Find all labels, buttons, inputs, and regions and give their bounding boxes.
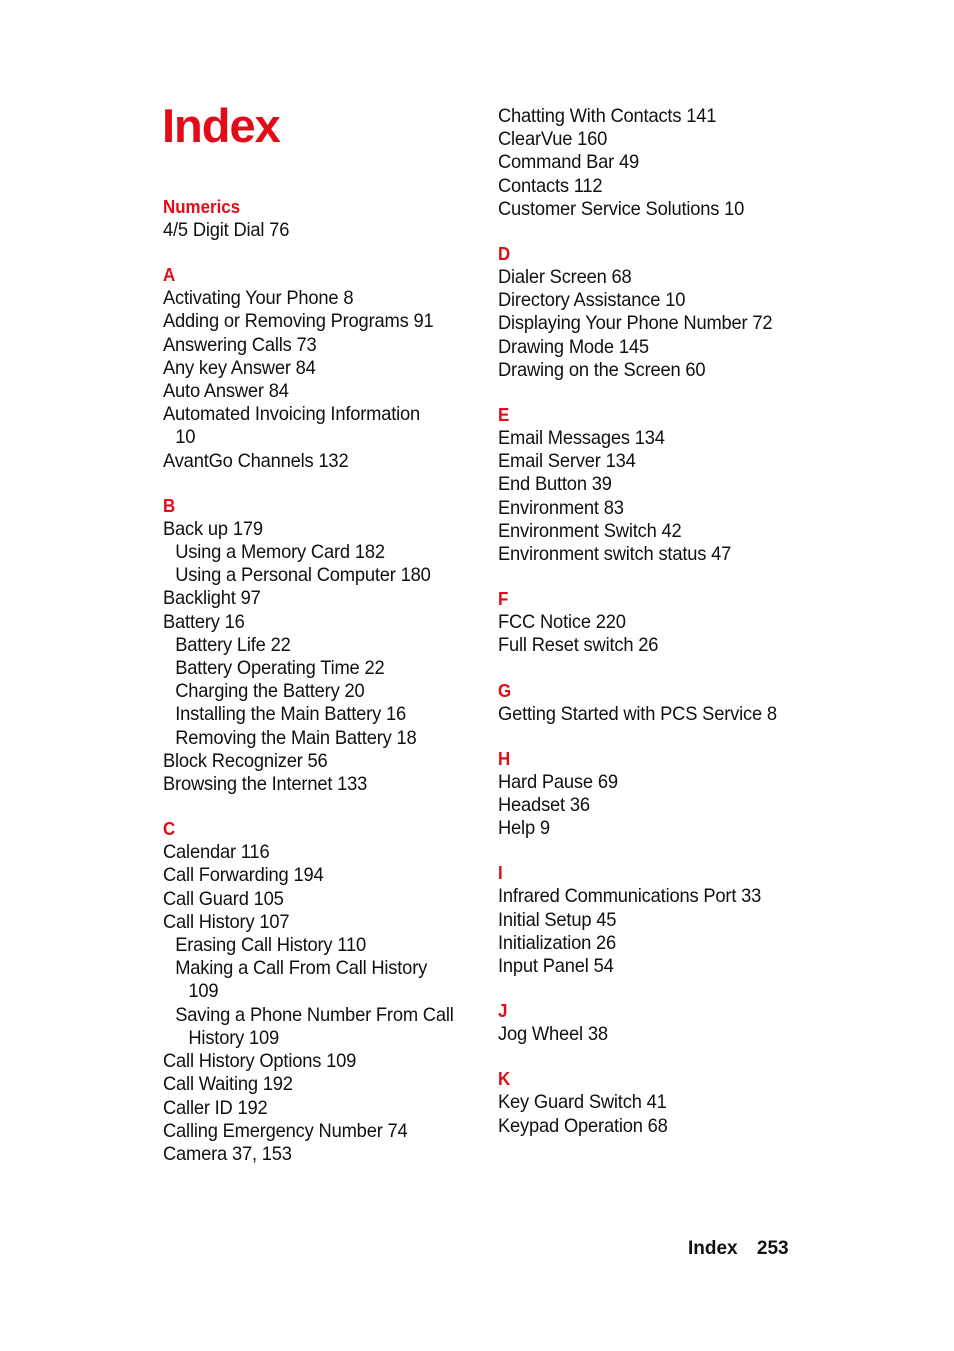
index-entry: Chatting With Contacts 141 — [498, 105, 717, 127]
index-entry: Auto Answer 84 — [163, 380, 289, 403]
index-entry: Full Reset switch 26 — [498, 634, 659, 657]
index-entry: Email Messages 134 — [498, 427, 665, 450]
index-section-heading: G — [498, 680, 512, 701]
index-entry: Block Recognizer 56 — [163, 749, 328, 772]
index-entry: Contacts 112 — [498, 174, 603, 197]
index-entry: Call History Options 109 — [163, 1050, 357, 1073]
index-section-heading: J — [498, 1001, 508, 1022]
index-subentry: Saving a Phone Number From Call — [175, 1003, 454, 1026]
index-entry: Email Server 134 — [498, 450, 636, 473]
index-section-heading: A — [163, 265, 176, 286]
page-title: Index — [162, 99, 280, 152]
index-subentry: 10 — [175, 426, 196, 449]
index-subentry: Battery Operating Time 22 — [175, 657, 385, 680]
index-entry: Call Waiting 192 — [163, 1073, 293, 1096]
index-entry: Answering Calls 73 — [163, 333, 317, 356]
index-entry: Command Bar 49 — [498, 151, 640, 174]
index-entry: Browsing the Internet 133 — [163, 773, 368, 796]
index-entry: Adding or Removing Programs 91 — [163, 310, 434, 333]
index-subentry: History 109 — [188, 1026, 280, 1049]
index-entry: Environment switch status 47 — [498, 543, 732, 566]
index-subentry: Charging the Battery 20 — [175, 680, 365, 703]
index-section-heading: I — [498, 863, 503, 884]
index-entry: Dialer Screen 68 — [498, 266, 632, 289]
index-subentry: Making a Call From Call History — [175, 957, 428, 980]
index-entry: Call Forwarding 194 — [163, 864, 324, 887]
index-entry: Infrared Communications Port 33 — [498, 885, 762, 908]
index-entry: Activating Your Phone 8 — [163, 287, 354, 310]
index-entry: Directory Assistance 10 — [498, 289, 686, 312]
index-entry: Hard Pause 69 — [498, 770, 618, 793]
index-entry: Drawing on the Screen 60 — [498, 358, 706, 381]
index-entry: AvantGo Channels 132 — [163, 449, 349, 472]
index-entry: Call Guard 105 — [163, 887, 284, 910]
index-section-heading: E — [498, 405, 510, 426]
index-subentry: Installing the Main Battery 16 — [175, 703, 406, 726]
index-entry: Camera 37, 153 — [163, 1142, 292, 1165]
index-entry: Environment 83 — [498, 496, 624, 519]
index-entry: 4/5 Digit Dial 76 — [163, 219, 290, 241]
index-section-heading: D — [498, 244, 511, 265]
index-entry: Getting Started with PCS Service 8 — [498, 702, 777, 725]
index-entry: Headset 36 — [498, 794, 590, 817]
index-entry: Calendar 116 — [163, 841, 270, 864]
index-section-heading: B — [163, 495, 176, 516]
index-column-left — [163, 196, 483, 1166]
index-column-right — [498, 105, 818, 1138]
index-entry: Back up 179 — [163, 517, 263, 540]
index-entry: Environment Switch 42 — [498, 519, 682, 542]
index-entry: Displaying Your Phone Number 72 — [498, 312, 773, 335]
index-entry: Backlight 97 — [163, 587, 261, 610]
index-entry: Customer Service Solutions 10 — [498, 197, 745, 220]
index-entry: Call History 107 — [163, 910, 290, 933]
index-section-heading: C — [163, 819, 176, 840]
page-footer — [688, 1237, 789, 1261]
index-subentry: Using a Personal Computer 180 — [175, 564, 431, 587]
index-entry: Initialization 26 — [498, 931, 617, 954]
index-entry: End Button 39 — [498, 473, 612, 496]
index-entry: Caller ID 192 — [163, 1096, 268, 1119]
index-section-heading: Numerics — [163, 197, 241, 217]
footer-page-number: 253 — [756, 1238, 789, 1259]
index-subentry: Removing the Main Battery 18 — [175, 726, 417, 749]
index-entry: Help 9 — [498, 817, 550, 840]
footer-section-label: Index — [688, 1238, 738, 1259]
index-entry: ClearVue 160 — [498, 128, 608, 151]
index-subentry: Erasing Call History 110 — [175, 934, 366, 957]
index-entry: Drawing Mode 145 — [498, 335, 649, 358]
index-entry: FCC Notice 220 — [498, 611, 626, 634]
index-section-heading: F — [498, 589, 509, 610]
index-entry: Initial Setup 45 — [498, 908, 617, 931]
index-entry: Any key Answer 84 — [163, 356, 316, 379]
index-entry: Keypad Operation 68 — [498, 1114, 668, 1137]
index-entry: Battery 16 — [163, 610, 245, 633]
index-entry: Automated Invoicing Information — [163, 403, 421, 426]
index-section-heading: K — [498, 1069, 511, 1090]
index-entry: Jog Wheel 38 — [498, 1023, 608, 1046]
index-entry: Input Panel 54 — [498, 955, 614, 978]
index-entry: Key Guard Switch 41 — [498, 1091, 667, 1114]
index-entry: Calling Emergency Number 74 — [163, 1119, 408, 1142]
index-section-heading: H — [498, 748, 511, 769]
index-subentry: 109 — [188, 980, 219, 1003]
index-subentry: Using a Memory Card 182 — [175, 541, 385, 564]
index-subentry: Battery Life 22 — [175, 633, 291, 656]
